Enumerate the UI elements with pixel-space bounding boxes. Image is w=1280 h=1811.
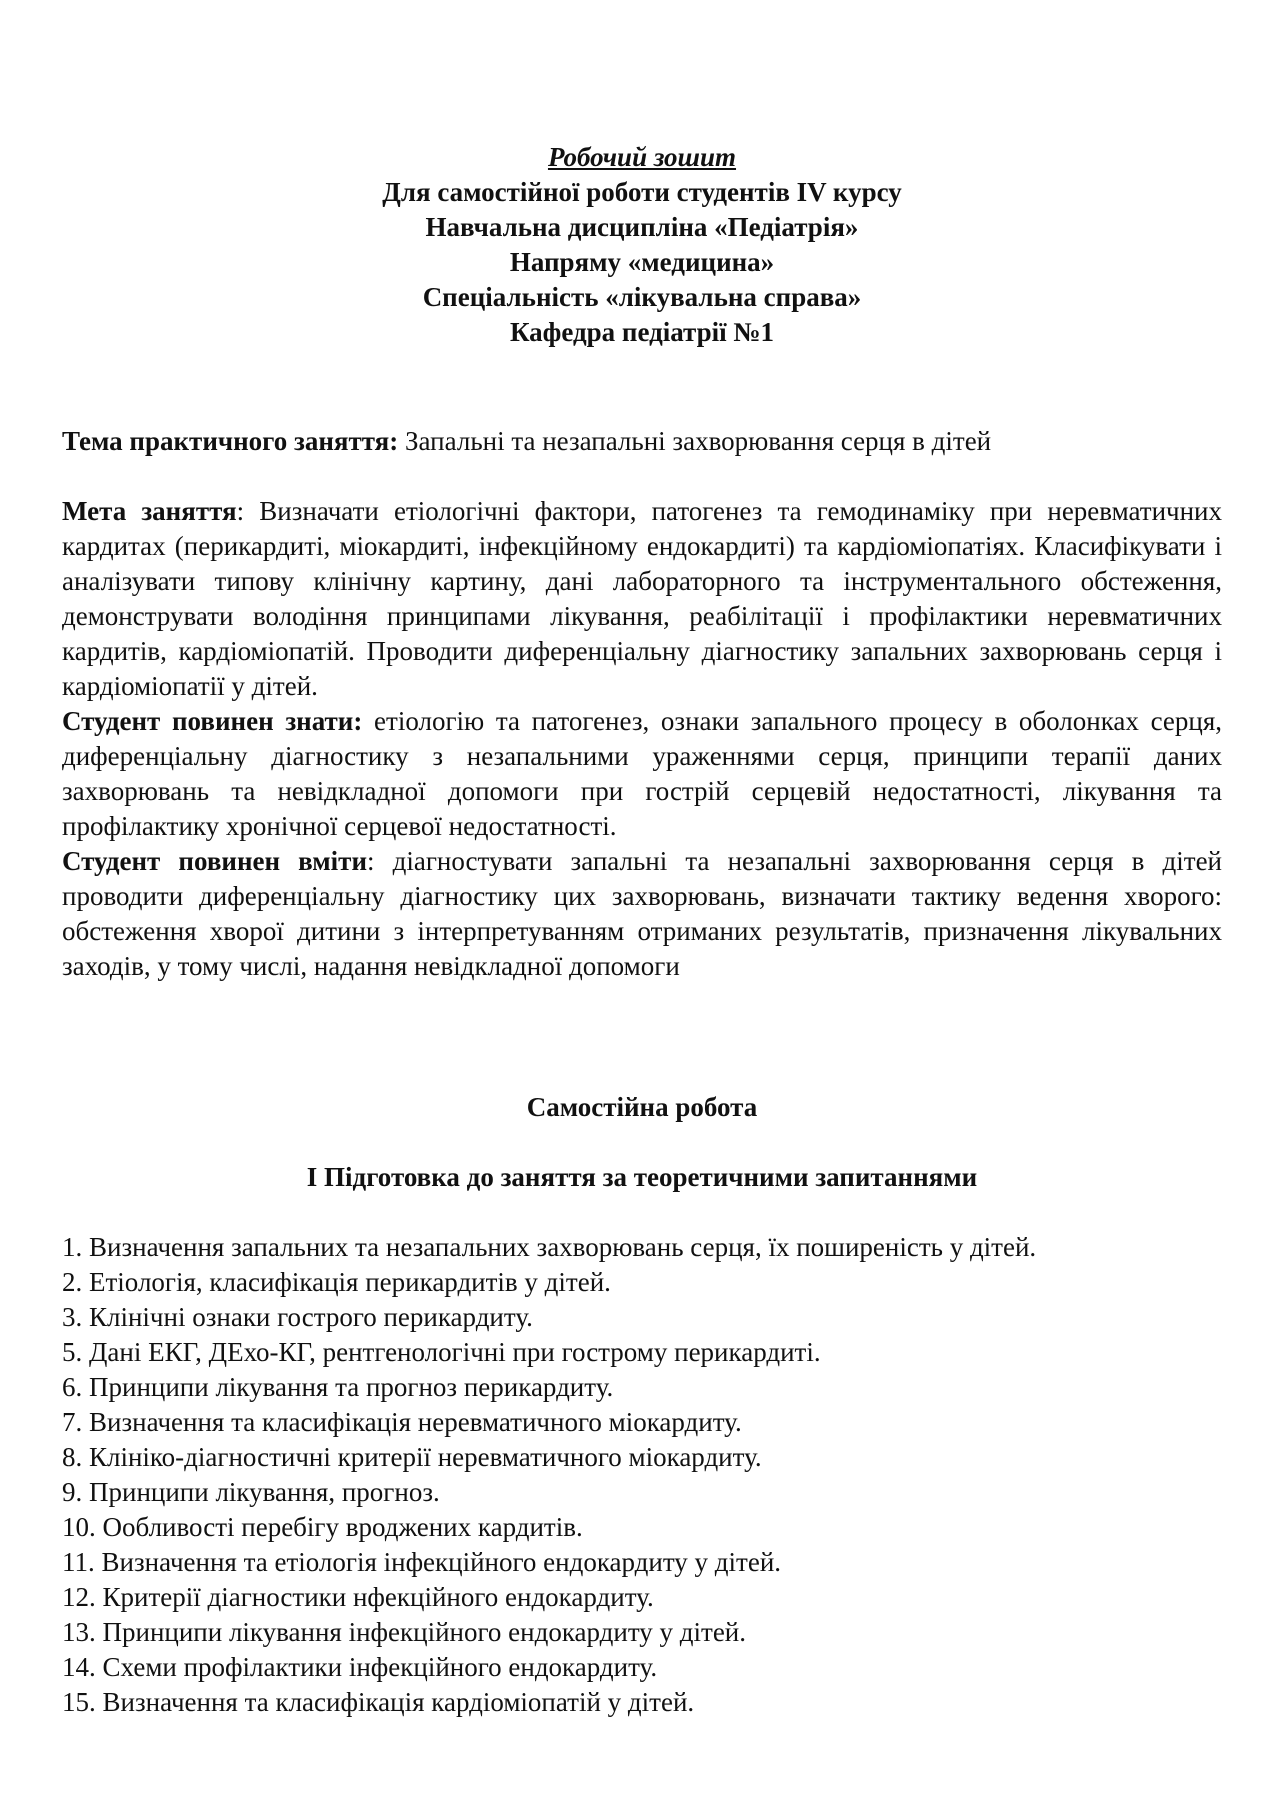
header-line-direction: Напряму «медицина» (509, 247, 775, 277)
self-work-title: Самостійна робота (526, 1092, 758, 1122)
know-paragraph (62, 704, 1222, 844)
questions-list (62, 1230, 1222, 1720)
aim-text: : Визначати етіологічні фактори, патогенез та гемодинаміку при неревматичних кардитах (перикардиті, міокардиті, інфекційному ендокардиті) та кардіоміопатіях. Класифікувати і аналізувати типову клінічну картину, дані лабораторного та інструментального обстеження, демонструвати володіння принципами лікування, реабілітації і профілактики неревматичних кардитів, кардіоміопатій. Проводити диференціальну діагностику запальних захворювань серця і кардіоміопатії у дітей. (62, 496, 1222, 701)
list-item: 8. Клініко-діагностичні критерії неревматичного міокардиту. (62, 1442, 762, 1472)
list-item: 3. Клінічні ознаки гострого перикардиту. (62, 1302, 533, 1332)
list-item: 9. Принципи лікування, прогноз. (62, 1477, 440, 1507)
header-line-students: Для самостійної роботи студентів IV курсу (382, 177, 902, 207)
list-item: 7. Визначення та класифікація неревматичного міокардиту. (62, 1407, 742, 1437)
list-item: 2. Етіологія, класифікація перикардитів у дітей. (62, 1267, 611, 1297)
list-item: 13. Принципи лікування інфекційного ендокардиту у дітей. (62, 1617, 747, 1647)
document-page (62, 140, 1222, 1720)
document-title: Робочий зошит (547, 142, 737, 172)
header-line-discipline: Навчальна дисципліна «Педіатрія» (425, 212, 859, 242)
list-item: 15. Визначення та класифікація кардіоміопатій у дітей. (62, 1687, 695, 1717)
can-text: : діагностувати запальні та незапальні захворювання серця в дітей проводити диференціальну діагностику цих захворювань, визначати тактику ведення хворого: обстеження хворої дитини з інтерпретуванням отриманих результатів, призначення лікувальних заходів, у тому числі, надання невідкладної допомоги (62, 846, 1223, 981)
list-item: 6. Принципи лікування та прогноз перикардиту. (62, 1372, 614, 1402)
list-item: 1. Визначення запальних та незапальних захворювань серця, їх поширеність у дітей. (62, 1232, 1037, 1262)
topic-label: Тема практичного заняття: (62, 426, 399, 456)
aim-paragraph (62, 494, 1222, 704)
know-text: етіологію та патогенез, ознаки запального процесу в оболонках серця, диференціальну діагностику з незапальними ураженнями серця, принципи терапії даних захворювань та невідкладної допомоги при гострій серцевій недостатності, лікування та профілактику хронічної серцевої недостатності. (62, 706, 1223, 841)
header-line-specialty: Спеціальність «лікувальна справа» (422, 282, 862, 312)
document-header (62, 140, 1222, 350)
list-item: 12. Критерії діагностики нфекційного ендокардиту. (62, 1582, 654, 1612)
list-item: 10. Ообливості перебігу вроджених кардитів. (62, 1512, 583, 1542)
topic-paragraph (62, 424, 1222, 459)
preparation-title: I Підготовка до заняття за теоретичними запитаннями (306, 1162, 978, 1192)
list-item: 11. Визначення та етіологія інфекційного ендокардиту у дітей. (62, 1547, 782, 1577)
can-paragraph (62, 844, 1222, 984)
know-label: Студент повинен знати: (62, 706, 363, 736)
list-item: 14. Схеми профілактики інфекційного ендокардиту. (62, 1652, 658, 1682)
can-label: Студент повинен вміти (62, 846, 368, 876)
list-item: 5. Дані ЕКГ, ДЕхо-КГ, рентгенологічні при гострому перикардиті. (62, 1337, 821, 1367)
aim-label: Мета заняття (62, 496, 237, 526)
topic-text: Запальні та незапальні захворювання серця в дітей (398, 426, 992, 456)
header-line-department: Кафедра педіатрії №1 (509, 317, 775, 347)
